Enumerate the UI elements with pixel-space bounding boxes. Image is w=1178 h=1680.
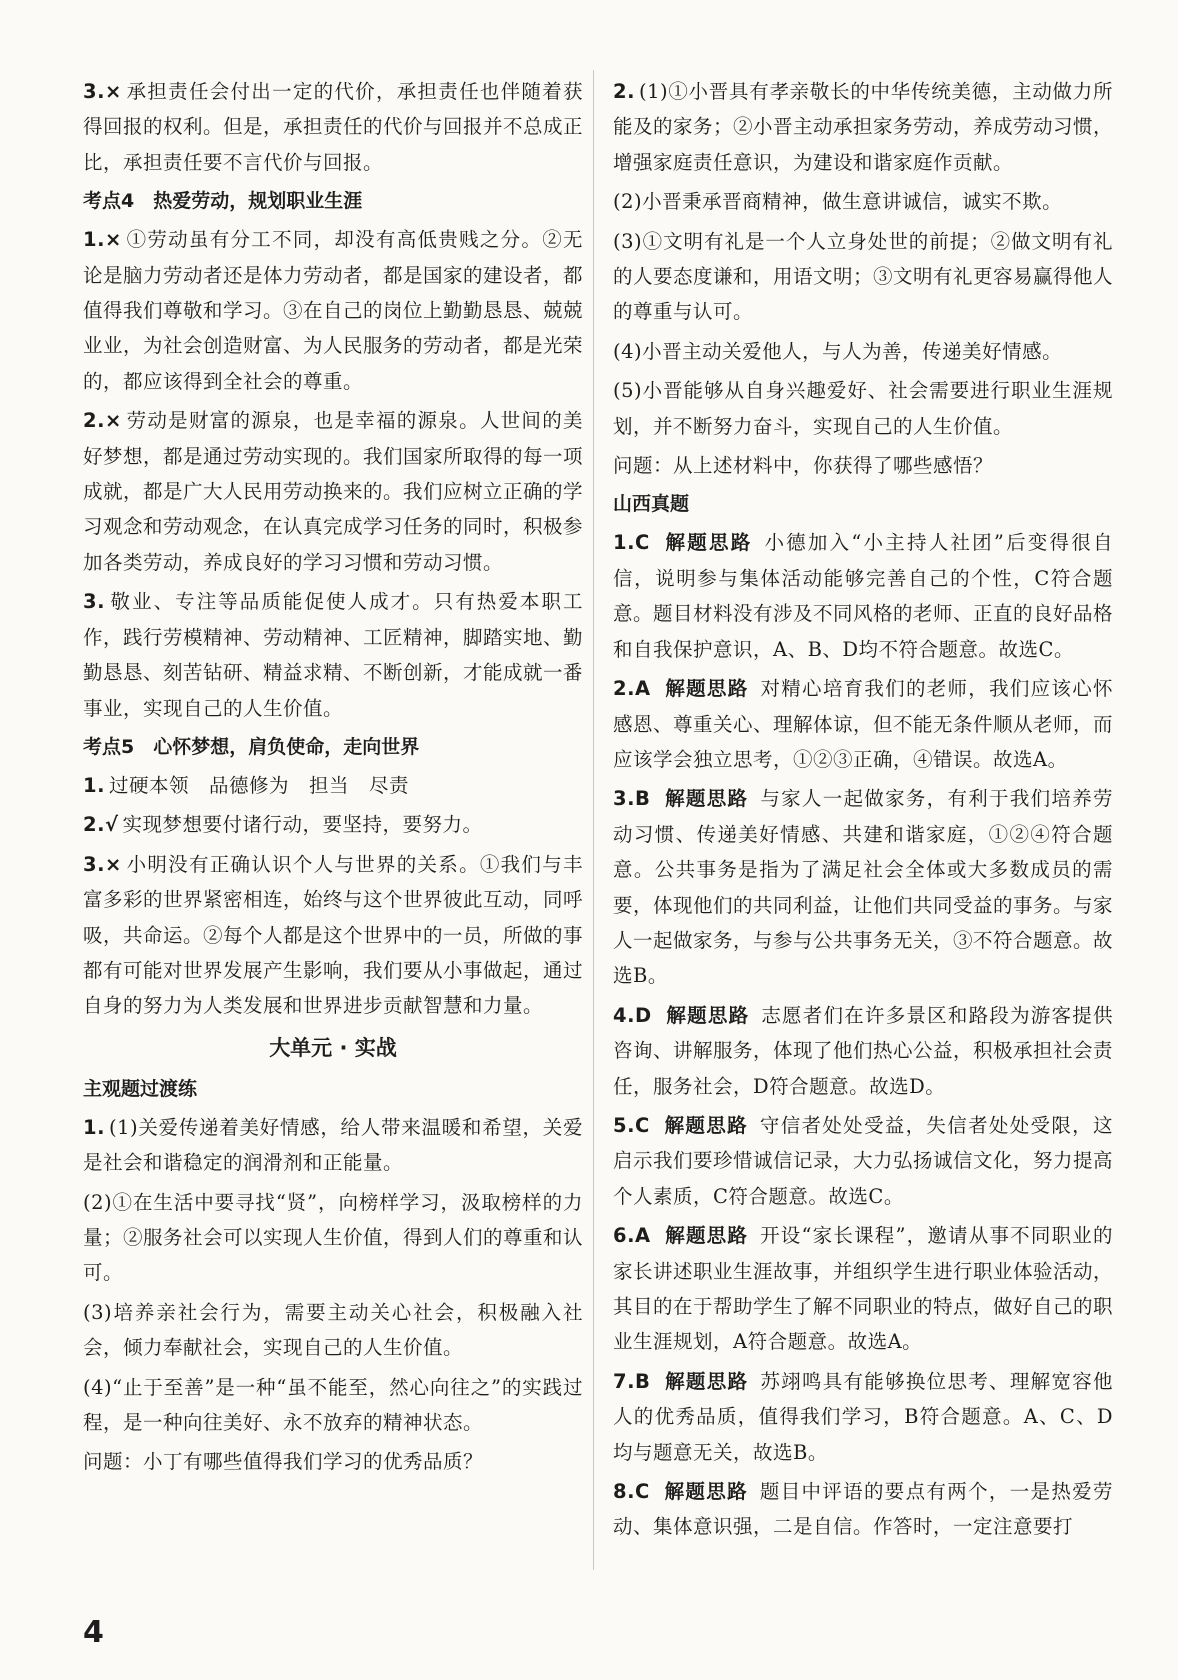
answer-text: 小明没有正确认识个人与世界的关系。①我们与丰富多彩的世界紧密相连，始终与这个世界彼此互动，同呼吸，共命运。②每个人都是这个世界中的一员，所做的事都有可能对世界发展产生影响，我们要从小事做起，通过自身的努力为人类发展和世界进步贡献智慧和力量。: [83, 852, 584, 1018]
answer-number: 1.×: [83, 228, 122, 252]
q2-number: 2.: [613, 80, 635, 103]
answer-item: [83, 222, 583, 399]
answer-number: 5.C: [613, 1113, 650, 1137]
answer-text: 守信者处处受益，失信者处处受限，这启示我们要珍惜诚信记录，大力弘扬诚信文化，努力提高个人素质，C符合题意。故选C。: [613, 1113, 1114, 1208]
q1-part-text: (3)培养亲社会行为，需要主动关心社会，积极融入社会，倾力奉献社会，实现自己的人生价值。: [83, 1300, 583, 1360]
answer-item: [613, 1218, 1113, 1360]
q1-part: [83, 1444, 583, 1479]
answer-item: [83, 74, 583, 180]
answer-item: [613, 781, 1113, 993]
answer-text: ①劳动虽有分工不同，却没有高低贵贱之分。②无论是脑力劳动者还是体力劳动者，都是国家的建设者，都值得我们尊敬和学习。③在自己的岗位上勤勤恳恳、兢兢业业，为社会创造财富、为人民服务的劳动者，都是光荣的，都应该得到全社会的尊重。: [83, 228, 584, 393]
answer-text: 对精心培育我们的老师，我们应该心怀感恩、尊重关心、理解体谅，但不能无条件顺从老师，而应该学会独立思考，①②③正确，④错误。故选A。: [613, 677, 1114, 771]
q1-part: [83, 1295, 583, 1366]
q2-part-text: (1)①小晋具有孝亲敬长的中华传统美德，主动做力所能及的家务；②小晋主动承担家务劳动，养成劳动习惯，增强家庭责任意识，为建设和谐家庭作贡献。: [613, 80, 1114, 174]
answer-item: [83, 403, 583, 580]
q1-number: 1.: [83, 1115, 105, 1139]
answer-item: [613, 998, 1113, 1104]
q2-part-text: 问题：从上述材料中，你获得了哪些感悟？: [613, 454, 994, 478]
section-title: 主观题过渡练: [83, 1077, 198, 1100]
answer-number: 2.A: [613, 677, 651, 701]
unit-title: 大单元 · 实战: [269, 1035, 397, 1060]
section-heading-4: 考点4 热爱劳动，规划职业生涯: [83, 190, 363, 213]
q2-part: [613, 74, 1113, 180]
q1-part-text: (4)“止于至善”是一种“虽不能至，然心向往之”的实践过程，是一种向往美好、永不放弃的精神状态。: [83, 1375, 583, 1434]
page-number: 4: [83, 1615, 104, 1650]
q2-part: [613, 224, 1113, 330]
answer-item: [613, 1474, 1113, 1545]
q1-part: [83, 1185, 583, 1291]
answer-number: 3.: [83, 590, 105, 614]
answer-text: 苏翊鸣具有能够换位思考、理解宽容他人的优秀品质，值得我们学习，B符合题意。A、C、D均与题意无关，故选B。: [613, 1369, 1113, 1464]
q1-part: [83, 1110, 583, 1181]
answer-text: 与家人一起做家务，有利于我们培养劳动习惯、传递美好情感、共建和谐家庭，①②④符合题意。公共事务是指为了满足社会全体或大多数成员的需要，体现他们的共同利益，让他们共同受益的事务。与家人一起做家务，与参与公共事务无关，③不符合题意。故选B。: [613, 787, 1114, 988]
solution-tag: 解题思路: [663, 1113, 748, 1137]
answer-number: 3.B: [613, 787, 651, 811]
solution-tag: 解题思路: [664, 1369, 749, 1393]
q2-part: [613, 373, 1113, 444]
answer-number: 4.D: [613, 1003, 652, 1027]
left-column: [83, 74, 583, 1484]
answer-number: 7.B: [613, 1369, 651, 1393]
answer-number: 2.×: [83, 409, 122, 433]
answer-text: 承担责任会付出一定的代价，承担责任也伴随着获得回报的权利。但是，承担责任的代价与回报并不总成正比，承担责任要不言代价与回报。: [83, 80, 584, 174]
solution-tag: 解题思路: [665, 1003, 750, 1027]
solution-tag: 解题思路: [663, 1480, 748, 1504]
q2-part: [613, 184, 1113, 219]
q2-part-text: (4)小晋主动关爱他人，与人为善，传递美好情感。: [613, 339, 1063, 363]
answer-item: [83, 584, 583, 726]
q1-part-text: (1)关爱传递着美好情感，给人带来温暖和希望，关爱是社会和谐稳定的润滑剂和正能量。: [83, 1115, 583, 1175]
answer-text: 志愿者们在许多景区和路段为游客提供咨询、讲解服务，体现了他们热心公益，积极承担社会责任，服务社会，D符合题意。故选D。: [613, 1003, 1114, 1098]
answer-item: [613, 525, 1113, 667]
answer-text: 劳动是财富的源泉，也是幸福的源泉。人世间的美好梦想，都是通过劳动实现的。我们国家所取得的每一项成就，都是广大人民用劳动换来的。我们应树立正确的学习观念和劳动观念，在认真完成学习任务的同时，积极参加各类劳动，养成良好的学习习惯和劳动习惯。: [83, 409, 584, 574]
answer-text: 敬业、专注等品质能促使人成才。只有热爱本职工作，践行劳模精神、劳动精神、工匠精神，脚踏实地、勤勤恳恳、刻苦钻研、精益求精、不断创新，才能成就一番事业，实现自己的人生价值。: [83, 590, 584, 720]
answer-item: [613, 1108, 1113, 1214]
answer-item: [83, 768, 583, 803]
solution-tag: 解题思路: [663, 531, 753, 555]
answer-number: 1.C: [613, 531, 650, 555]
answer-number: 3.×: [83, 80, 122, 103]
solution-tag: 解题思路: [664, 1224, 749, 1248]
column-divider: [593, 70, 594, 1570]
answer-number: 8.C: [613, 1480, 650, 1504]
q1-part-text: 问题：小丁有哪些值得我们学习的优秀品质？: [83, 1450, 484, 1474]
answer-text: 实现梦想要付诸行动，要坚持，要努力。: [122, 813, 483, 837]
q2-part: [613, 448, 1113, 483]
q2-part-text: (3)①文明有礼是一个人立身处世的前提；②做文明有礼的人要态度谦和，用语文明；③文明有礼更容易赢得他人的尊重与认可。: [613, 229, 1114, 324]
answer-number: 3.×: [83, 852, 122, 876]
q2-part-text: (5)小晋能够从自身兴趣爱好、社会需要进行职业生涯规划，并不断努力奋斗，实现自己的人生价值。: [613, 379, 1113, 438]
solution-tag: 解题思路: [664, 787, 749, 811]
answer-text: 小德加入“小主持人社团”后变得很自信，说明参与集体活动能够完善自己的个性，C符合题意。题目材料没有涉及不同风格的老师、正直的良好品格和自我保护意识，A、B、D均不符合题意。故选C。: [613, 531, 1114, 661]
q2-part: [613, 334, 1113, 369]
answer-item: [83, 847, 583, 1024]
section-heading-5: 考点5 心怀梦想，肩负使命，走向世界: [83, 735, 420, 758]
q2-part-text: (2)小晋秉承晋商精神，做生意讲诚信，诚实不欺。: [613, 190, 1063, 214]
answer-text: 过硬本领 品德修为 担当 尽责: [108, 773, 409, 797]
section-heading-shanxi: 山西真题: [613, 493, 690, 516]
answer-number: 6.A: [613, 1224, 651, 1248]
answer-item: [613, 671, 1113, 777]
answer-number: 1.: [83, 773, 105, 797]
q1-part-text: (2)①在生活中要寻找“贤”，向榜样学习，汲取榜样的力量；②服务社会可以实现人生价值，得到人们的尊重和认可。: [83, 1190, 584, 1285]
answer-text: 题目中评语的要点有两个，一是热爱劳动、集体意识强，二是自信。作答时，一定注意要打: [613, 1480, 1113, 1539]
answer-item: [613, 1364, 1113, 1470]
q1-part: [83, 1370, 583, 1441]
answer-number: 2.√: [83, 813, 119, 837]
answer-item: [83, 807, 583, 842]
right-column: [613, 74, 1113, 1549]
solution-tag: 解题思路: [664, 677, 749, 701]
answer-text: 开设“家长课程”，邀请从事不同职业的家长讲述职业生涯故事，并组织学生进行职业体验活动，其目的在于帮助学生了解不同职业的特点，做好自己的职业生涯规划，A符合题意。故选A。: [613, 1224, 1114, 1354]
